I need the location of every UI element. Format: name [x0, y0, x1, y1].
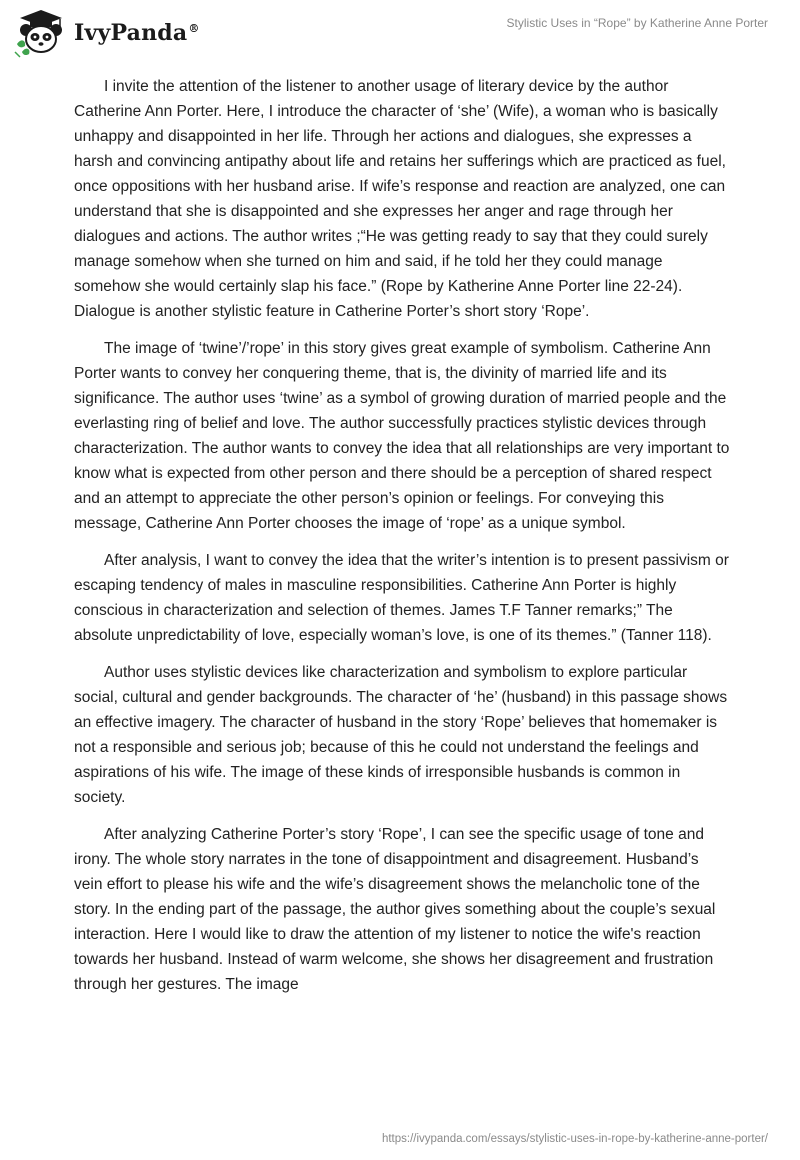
ivypanda-logo[interactable]: [12, 8, 200, 58]
paragraph-4: Author uses stylistic devices like characterization and symbolism to explore particular social, cultural and gender backgrounds. The character of ‘he’ (husband) in this passage shows an effective imagery. The character of husband in the story ‘Rope’ believes that homemaker is not a responsible and serious job; because of this he could not understand the feelings and aspirations of his wife. The image of these kinds of irresponsible husbands is common in society.: [74, 664, 728, 806]
paragraph-3: After analysis, I want to convey the idea that the writer’s intention is to present passivism or escaping tendency of males in masculine responsibilities. Catherine Ann Porter is highly conscious in characterization and selection of themes. James T.F Tanner remarks;” The absolute unpredictability of love, especially woman’s love, is one of its themes.” (Tanner 118).: [74, 552, 729, 644]
paragraph-5: After analyzing Catherine Porter’s story ‘Rope’, I can see the specific usage of tone and irony. The whole story narrates in the tone of disappointment and disagreement. Husband’s vein effort to please his wife and the wife’s disagreement shows the melancholic tone of the story. In the ending part of the passage, the author gives something about the couple’s sexual interaction. Here I would like to draw the attention of my listener to notice the wife's reaction towards her husband. Instead of warm welcome, she shows her disagreement and frustration through her gestures. The image: [74, 826, 716, 993]
page-header: [0, 0, 800, 70]
logo-wordmark: [74, 20, 200, 46]
paragraph-2: The image of ‘twine’/’rope’ in this story gives great example of symbolism. Catherine Ann Porter wants to convey her conquering theme, that is, the divinity of married life and its significance. The author uses ‘twine’ as a symbol of growing duration of married people and the everlasting ring of belief and love. The author successfully practices stylistic devices through characterization. The author wants to convey the idea that all relationships are very important to know what is expected from other person and there should be a perception of shared respect and an attempt to appreciate the other person’s opinion or feelings. For conveying this message, Catherine Ann Porter chooses the image of ‘rope’ as a unique symbol.: [74, 340, 730, 532]
paragraph-1: I invite the attention of the listener to another usage of literary device by the author Catherine Ann Porter. Here, I introduce the character of ‘she’ (Wife), a woman who is basically unhappy and disappointed in her life. Through her actions and dialogues, she expresses a harsh and convincing antipathy about life and retains her sufferings which are practiced as fuel, once oppositions with her husband arise. If wife’s response and reaction are analyzed, one can understand that she is disappointed and she expresses her anger and rage through her dialogues and actions. The author writes ;“He was getting ready to say that they could surely manage somehow when she turned on him and said, if he told her they could manage somehow she would certainly slap his face.” (Rope by Katherine Anne Porter line 22-24). Dialogue is another stylistic feature in Catherine Porter’s short story ‘Rope’.: [74, 78, 726, 320]
document-title: Stylistic Uses in “Rope” by Katherine Anne Porter: [506, 16, 768, 30]
registered-mark: ®: [188, 21, 200, 35]
essay-body: [74, 74, 730, 1009]
panda-graduate-icon: [12, 8, 70, 58]
source-url[interactable]: https://ivypanda.com/essays/stylistic-uses-in-rope-by-katherine-anne-porter/: [381, 1133, 768, 1145]
logo-name: IvyPanda: [74, 20, 188, 46]
